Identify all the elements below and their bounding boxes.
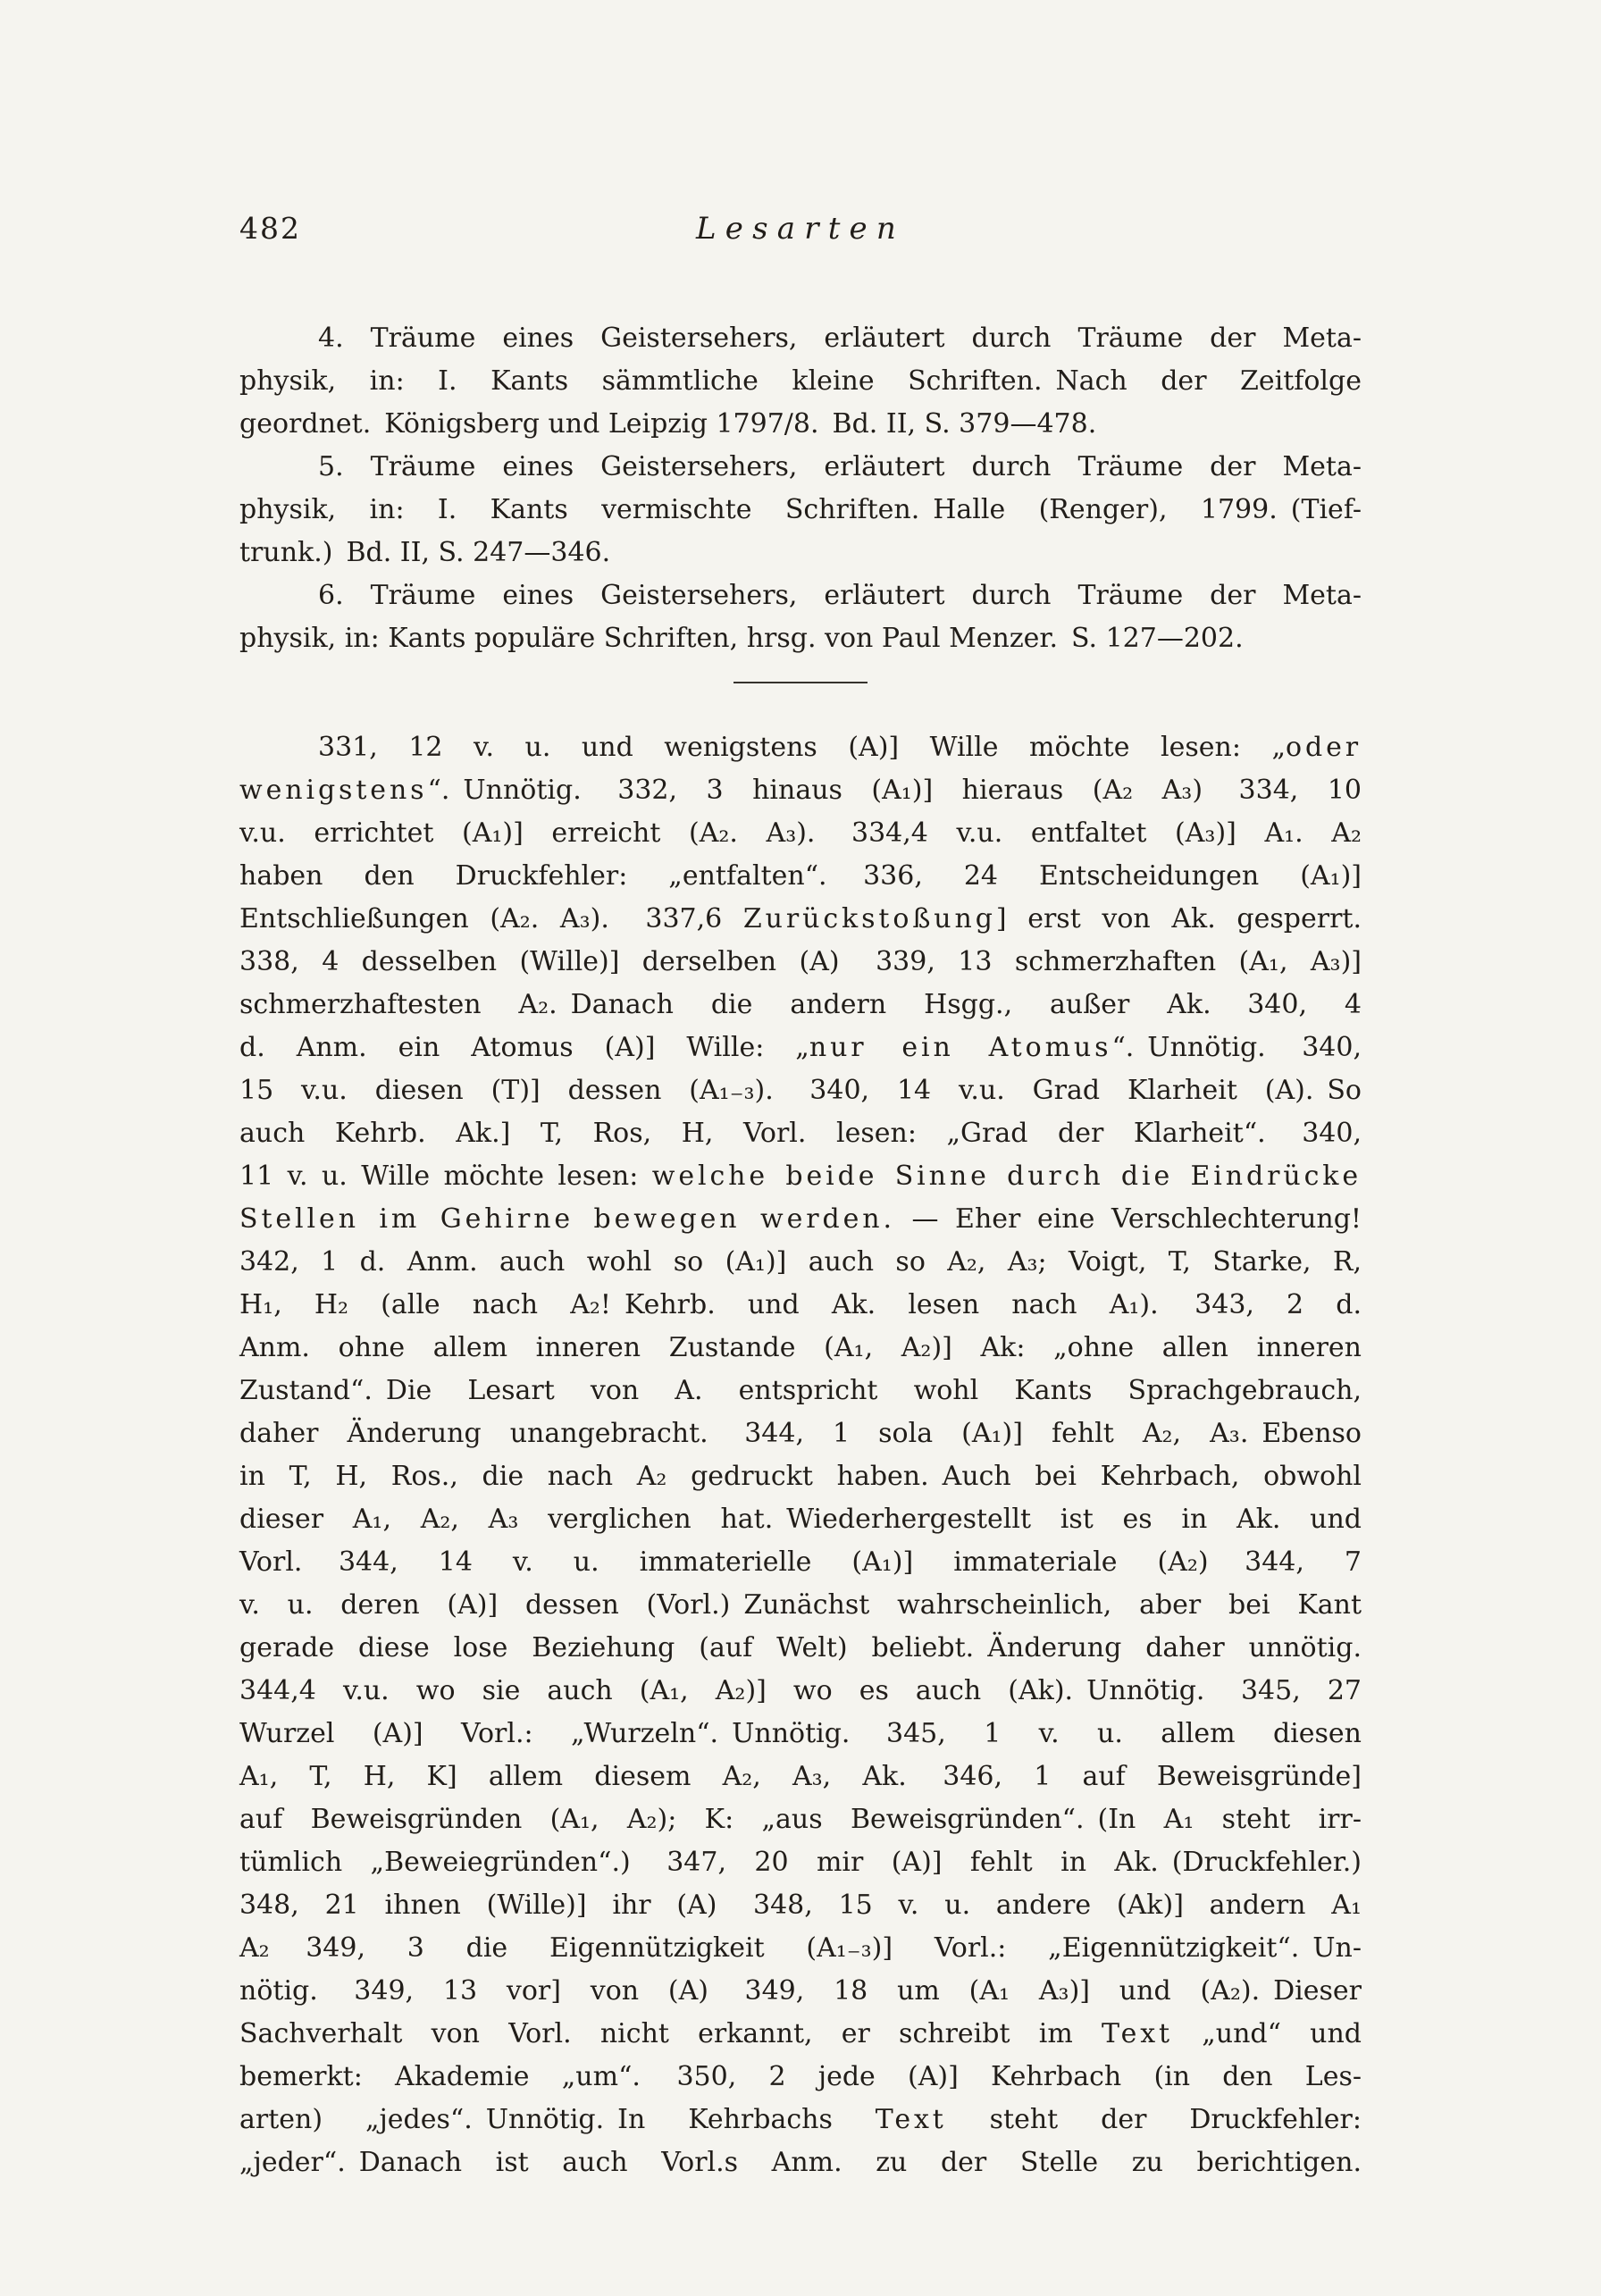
text-line: 11 v. u. Wille möchte lesen: welche beide Sinne durch die Eindrücke	[239, 1161, 1362, 1192]
bibliography-entry-4	[239, 317, 1362, 446]
section-divider	[733, 682, 868, 683]
text-line: daher Änderung unangebracht. 344, 1 sola (A₁)] fehlt A₂, A₃. Ebenso	[239, 1418, 1362, 1449]
bibliography-entry-5	[239, 446, 1362, 574]
text-line: physik, in: Kants populäre Schriften, hrsg. von Paul Menzer. S. 127—202.	[239, 623, 1244, 654]
text-line: Entschließungen (A₂. A₃). 337,6 Zurückstoßung] erst von Ak. gesperrt.	[239, 903, 1362, 934]
spaced-text: Text	[1101, 2018, 1173, 2049]
text-line: nötig. 349, 13 vor] von (A) 349, 18 um (A₁ A₃)] und (A₂). Dieser	[239, 1975, 1362, 2007]
text-line: geordnet. Königsberg und Leipzig 1797/8. Bd. II, S. 379—478.	[239, 408, 1097, 440]
text-line: auf Beweisgründen (A₁, A₂); K: „aus Beweisgründen“. (In A₁ steht irr-	[239, 1804, 1362, 1835]
text-line: 344,4 v.u. wo sie auch (A₁, A₂)] wo es auch (Ak). Unnötig. 345, 27	[239, 1675, 1362, 1706]
text-line: Zustand“. Die Lesart von A. entspricht wohl Kants Sprachgebrauch,	[239, 1375, 1362, 1406]
spaced-text: Stellen im Gehirne bewegen werden.	[239, 1203, 895, 1235]
text-line: 15 v.u. diesen (T)] dessen (A₁₋₃). 340, 14 v.u. Grad Klarheit (A). So	[239, 1075, 1362, 1106]
text-line: H₁, H₂ (alle nach A₂! Kehrb. und Ak. lesen nach A₁). 343, 2 d.	[239, 1289, 1362, 1320]
spaced-text: wenigstens	[239, 775, 428, 806]
page-number: 482	[239, 211, 301, 246]
text-line: Vorl. 344, 14 v. u. immaterielle (A₁)] immateriale (A₂) 344, 7	[239, 1546, 1362, 1578]
text-line: gerade diese lose Beziehung (auf Welt) beliebt. Änderung daher unnötig.	[239, 1632, 1362, 1663]
text-line: A₂ 349, 3 die Eigennützigkeit (A₁₋₃)] Vorl.: „Eigennützigkeit“. Un-	[239, 1932, 1362, 1964]
text-line: Sachverhalt von Vorl. nicht erkannt, er schreibt im Text „und“ und	[239, 2018, 1362, 2049]
text-line: tümlich „Beweiegründen“.) 347, 20 mir (A)] fehlt in Ak. (Druckfehler.)	[239, 1847, 1362, 1878]
text-line: physik, in: I. Kants sämmtliche kleine Schriften. Nach der Zeitfolge	[239, 365, 1362, 397]
text-line: v.u. errichtet (A₁)] erreicht (A₂. A₃). 334,4 v.u. entfaltet (A₃)] A₁. A₂	[239, 817, 1362, 849]
spaced-text: Zurückstoßung	[742, 903, 996, 934]
text-line: 348, 21 ihnen (Wille)] ihr (A) 348, 15 v. u. andere (Ak)] andern A₁	[239, 1890, 1362, 1921]
text-line: dieser A₁, A₂, A₃ verglichen hat. Wiederhergestellt ist es in Ak. und	[239, 1504, 1362, 1535]
text-line: arten) „jedes“. Unnötig. In Kehrbachs Text steht der Druckfehler:	[239, 2104, 1362, 2135]
text-line: 4. Träume eines Geistersehers, erläutert durch Träume der Meta-	[318, 323, 1362, 354]
text-line: Stellen im Gehirne bewegen werden. — Eher eine Verschlechterung!	[239, 1203, 1362, 1235]
text-line: trunk.) Bd. II, S. 247—346.	[239, 537, 611, 568]
bibliography-entry-6	[239, 574, 1362, 660]
running-title: Lesarten	[696, 211, 905, 247]
spaced-text: oder	[1286, 732, 1362, 763]
apparatus-section	[239, 726, 1362, 2184]
text-line: schmerzhaftesten A₂. Danach die andern Hsgg., außer Ak. 340, 4	[239, 989, 1362, 1020]
text-line: physik, in: I. Kants vermischte Schriften. Halle (Renger), 1799. (Tief-	[239, 494, 1362, 525]
text-line: auch Kehrb. Ak.] T, Ros, H, Vorl. lesen: „Grad der Klarheit“. 340,	[239, 1118, 1362, 1149]
apparatus-paragraph	[239, 726, 1362, 2184]
text-line: 6. Träume eines Geistersehers, erläutert durch Träume der Meta-	[318, 580, 1362, 611]
spaced-text: welche beide Sinne durch die Eindrücke	[651, 1161, 1362, 1192]
text-line: 338, 4 desselben (Wille)] derselben (A) 339, 13 schmerzhaften (A₁, A₃)]	[239, 946, 1362, 977]
text-line: wenigstens“. Unnötig. 332, 3 hinaus (A₁)] hieraus (A₂ A₃) 334, 10	[239, 775, 1362, 806]
text-line: haben den Druckfehler: „entfalten“. 336, 24 Entscheidungen (A₁)]	[239, 860, 1362, 892]
text-line: „jeder“. Danach ist auch Vorl.s Anm. zu der Stelle zu berichtigen.	[239, 2147, 1362, 2178]
text-line: 342, 1 d. Anm. auch wohl so (A₁)] auch so A₂, A₃; Voigt, T, Starke, R,	[239, 1246, 1362, 1278]
text-line: Wurzel (A)] Vorl.: „Wurzeln“. Unnötig. 345, 1 v. u. allem diesen	[239, 1718, 1362, 1749]
text-block	[239, 0, 1362, 2184]
text-line: 331, 12 v. u. und wenigstens (A)] Wille möchte lesen: „oder	[318, 732, 1362, 763]
text-line: 5. Träume eines Geistersehers, erläutert durch Träume der Meta-	[318, 451, 1362, 482]
text-line: bemerkt: Akademie „um“. 350, 2 jede (A)] Kehrbach (in den Les-	[239, 2061, 1362, 2092]
text-line: d. Anm. ein Atomus (A)] Wille: „nur ein Atomus“. Unnötig. 340,	[239, 1032, 1362, 1063]
spaced-text: Text	[875, 2104, 947, 2135]
bibliography-section	[239, 317, 1362, 660]
text-line: Anm. ohne allem inneren Zustande (A₁, A₂)] Ak: „ohne allen inneren	[239, 1332, 1362, 1363]
text-line: A₁, T, H, K] allem diesem A₂, A₃, Ak. 346, 1 auf Beweisgründe]	[239, 1761, 1362, 1792]
text-line: v. u. deren (A)] dessen (Vorl.) Zunächst wahrscheinlich, aber bei Kant	[239, 1589, 1362, 1621]
page-header	[239, 208, 1362, 249]
spaced-text: nur ein Atomus	[809, 1032, 1112, 1063]
text-line: in T, H, Ros., die nach A₂ gedruckt haben. Auch bei Kehrbach, obwohl	[239, 1461, 1362, 1492]
